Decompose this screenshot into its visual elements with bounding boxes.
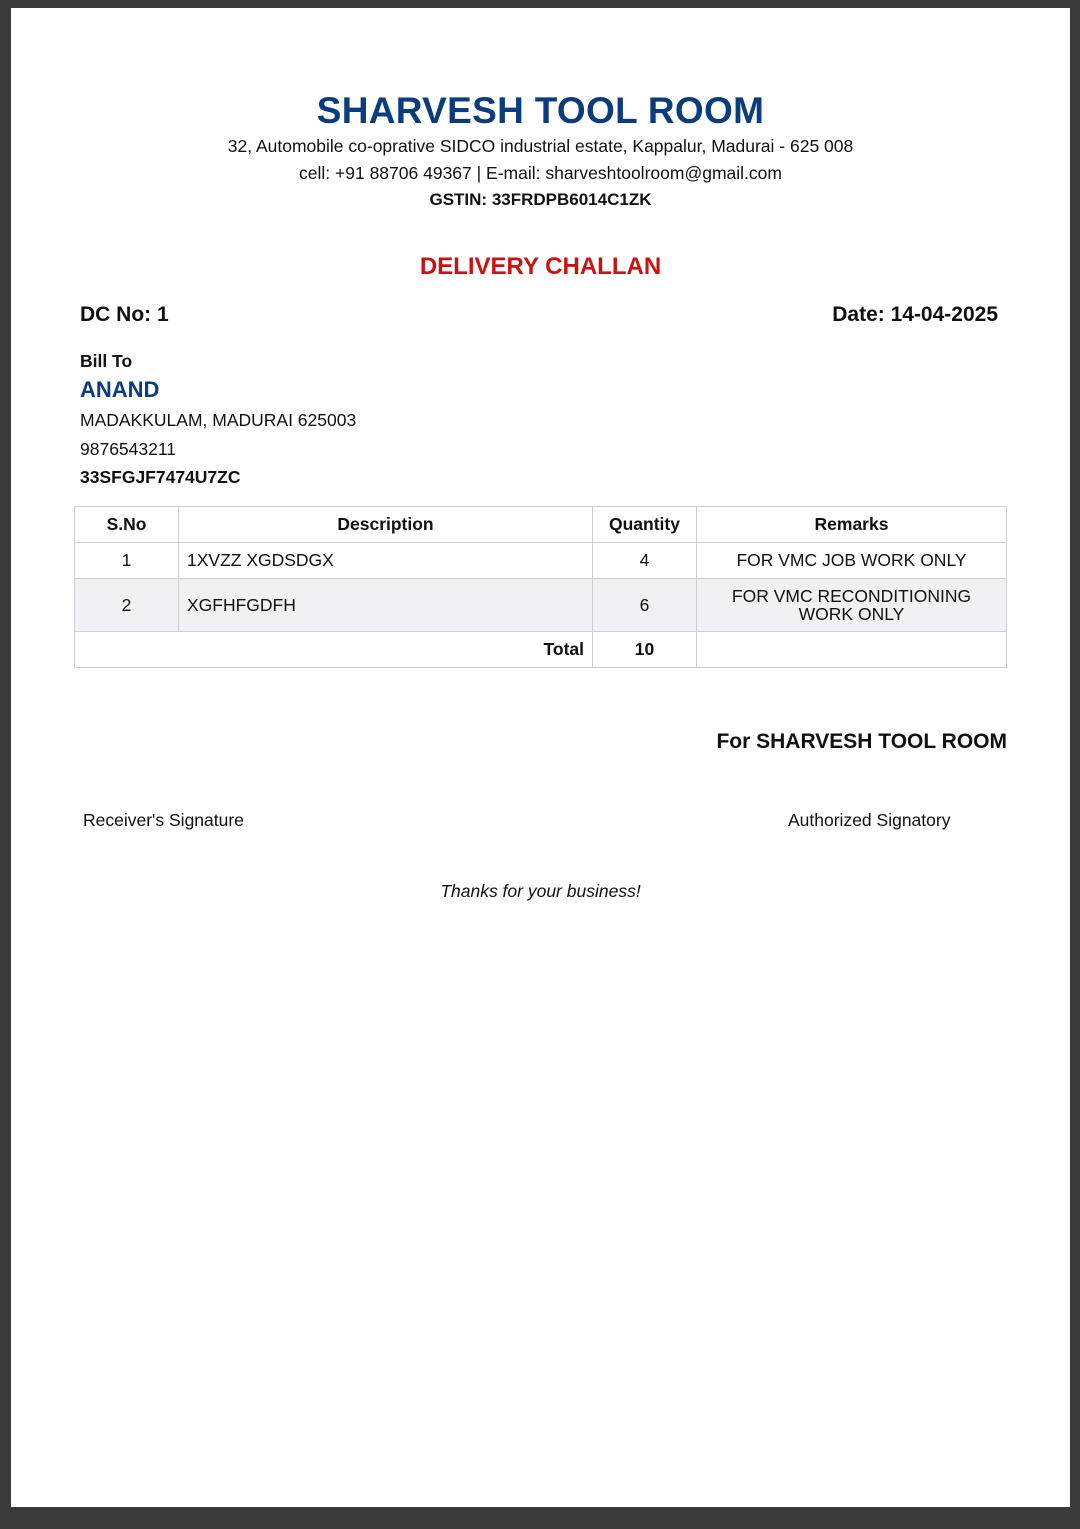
- company-contact: cell: +91 88706 49367 | E-mail: sharveshtoolroom@gmail.com: [299, 163, 782, 183]
- row-description: 1XVZZ XGDSDGX: [179, 543, 593, 579]
- header-remarks: Remarks: [697, 507, 1007, 543]
- row-quantity: 4: [593, 543, 697, 579]
- total-quantity: 10: [593, 632, 697, 668]
- row-quantity: 6: [593, 579, 697, 632]
- total-remarks-empty: [697, 632, 1007, 668]
- company-gstin: GSTIN: 33FRDPB6014C1ZK: [429, 190, 652, 209]
- thanks-message: Thanks for your business!: [440, 881, 641, 901]
- row-description: XGFHFGDFH: [179, 579, 593, 632]
- dc-date: Date: 14-04-2025: [832, 303, 998, 326]
- total-row: [75, 632, 1007, 668]
- document-title: DELIVERY CHALLAN: [419, 253, 662, 280]
- customer-name: ANAND: [80, 377, 160, 402]
- challan-page: [11, 8, 1070, 1507]
- authorized-signatory: Authorized Signatory: [788, 810, 951, 830]
- customer-gstin: 33SFGJF7474U7ZC: [80, 467, 241, 487]
- total-label: Total: [75, 632, 593, 668]
- row-remarks: FOR VMC JOB WORK ONLY: [697, 543, 1007, 579]
- row-remarks: FOR VMC RECONDITIONING WORK ONLY: [697, 579, 1007, 632]
- company-address: 32, Automobile co-oprative SIDCO industrial estate, Kappalur, Madurai - 625 008: [227, 136, 854, 156]
- table-header-row: [75, 507, 1007, 543]
- header-quantity: Quantity: [593, 507, 697, 543]
- bill-to-label: Bill To: [80, 351, 133, 371]
- company-name: SHARVESH TOOL ROOM: [316, 90, 765, 131]
- receiver-signature: Receiver's Signature: [83, 810, 244, 830]
- items-table: [74, 506, 1007, 668]
- dc-number: DC No: 1: [80, 303, 169, 326]
- header-description: Description: [179, 507, 593, 543]
- for-company: For SHARVESH TOOL ROOM: [716, 730, 1007, 753]
- table-row: [75, 579, 1007, 632]
- customer-address: MADAKKULAM, MADURAI 625003: [80, 410, 357, 430]
- header-sno: S.No: [75, 507, 179, 543]
- table-row: [75, 543, 1007, 579]
- row-sno: 2: [75, 579, 179, 632]
- row-sno: 1: [75, 543, 179, 579]
- customer-phone: 9876543211: [80, 439, 177, 459]
